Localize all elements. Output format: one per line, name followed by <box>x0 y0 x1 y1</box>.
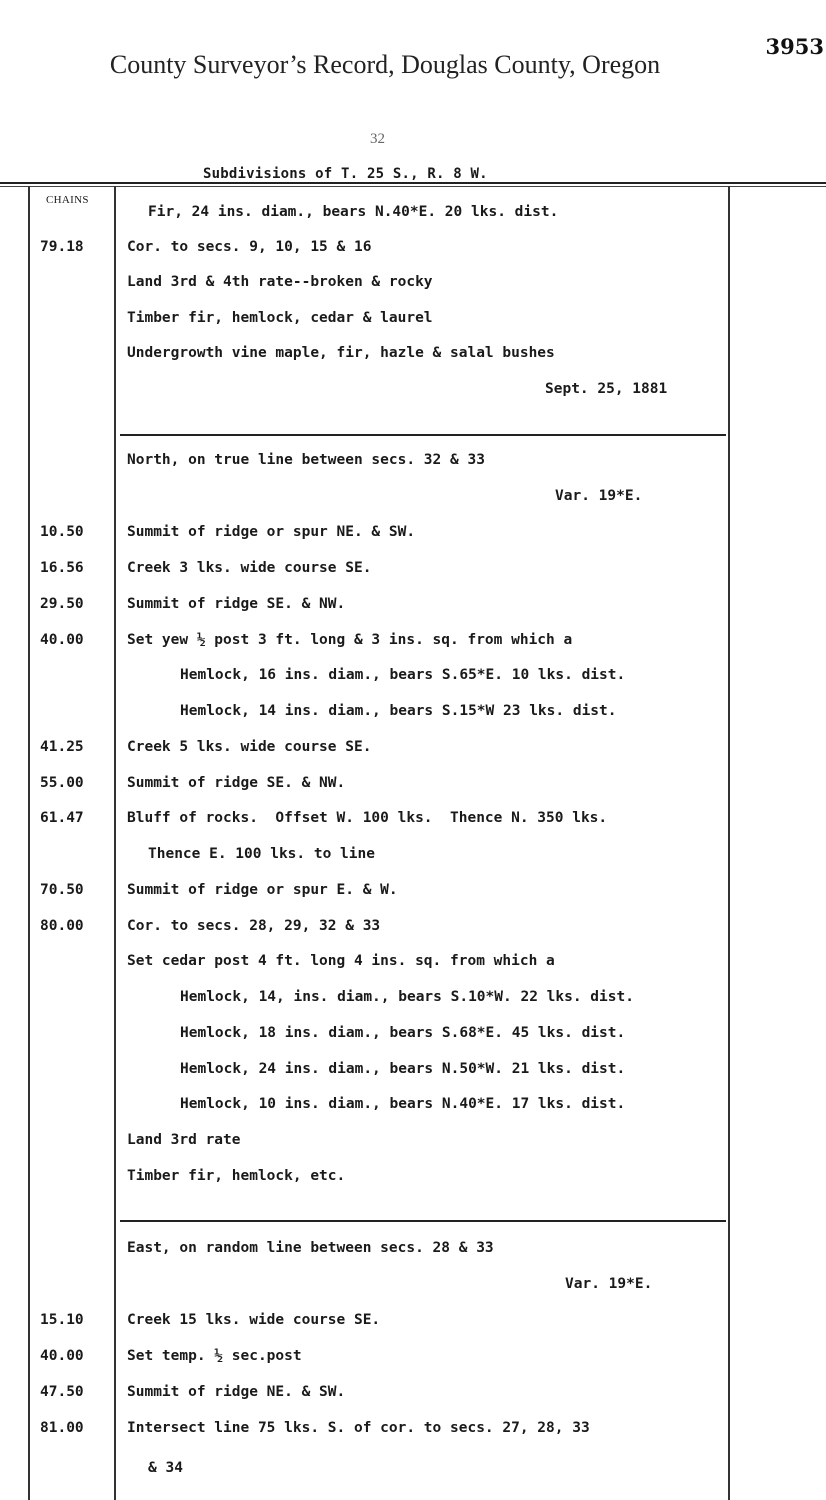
section-divider <box>120 434 726 436</box>
record-text: & 34 <box>148 1460 183 1476</box>
record-text: Land 3rd & 4th rate--broken & rocky <box>127 274 433 290</box>
chain-distance: 16.56 <box>40 560 84 576</box>
record-text: Summit of ridge or spur E. & W. <box>127 882 398 898</box>
record-row <box>0 310 826 334</box>
record-row <box>0 918 826 942</box>
record-row <box>0 703 826 727</box>
chain-distance: 41.25 <box>40 739 84 755</box>
record-row <box>0 524 826 548</box>
section-divider <box>120 1220 726 1222</box>
record-text: Hemlock, 18 ins. diam., bears S.68*E. 45 lks. dist. <box>180 1025 626 1041</box>
record-row <box>0 345 826 369</box>
record-text: Thence E. 100 lks. to line <box>148 846 375 862</box>
record-text: Cor. to secs. 28, 29, 32 & 33 <box>127 918 381 934</box>
record-row <box>0 1384 826 1408</box>
record-row <box>0 846 826 870</box>
record-text: Creek 15 lks. wide course SE. <box>127 1312 381 1328</box>
record-row <box>0 775 826 799</box>
record-text: Summit of ridge SE. & NW. <box>127 775 346 791</box>
record-row <box>0 1420 826 1444</box>
page-number: 3953 <box>765 34 824 59</box>
record-text: Creek 5 lks. wide course SE. <box>127 739 372 755</box>
record-text: Land 3rd rate <box>127 1132 241 1148</box>
record-row <box>0 488 826 512</box>
chain-distance: 70.50 <box>40 882 84 898</box>
chain-distance: 61.47 <box>40 810 84 826</box>
chain-distance: 55.00 <box>40 775 84 791</box>
record-row <box>0 381 826 405</box>
record-text: Undergrowth vine maple, fir, hazle & salal bushes <box>127 345 555 361</box>
record-row <box>0 1168 826 1192</box>
chain-distance: 40.00 <box>40 1348 84 1364</box>
page-title: County Surveyor’s Record, Douglas County, Oregon <box>109 50 661 79</box>
record-row <box>0 1132 826 1156</box>
chain-distance: 29.50 <box>40 596 84 612</box>
record-text: Hemlock, 14, ins. diam., bears S.10*W. 22 lks. dist. <box>180 989 634 1005</box>
record-text: Intersect line 75 lks. S. of cor. to secs. 27, 28, 33 <box>127 1420 590 1436</box>
record-text: Summit of ridge SE. & NW. <box>127 596 346 612</box>
chain-distance: 80.00 <box>40 918 84 934</box>
record-text: Set cedar post 4 ft. long 4 ins. sq. from which a <box>127 953 555 969</box>
record-row <box>0 274 826 298</box>
record-row <box>0 953 826 977</box>
record-date: Sept. 25, 1881 <box>545 381 668 397</box>
record-row <box>0 1096 826 1120</box>
record-text: Bluff of rocks. Offset W. 100 lks. Thence N. 350 lks. <box>127 810 608 826</box>
record-row <box>0 452 826 476</box>
record-row <box>0 810 826 834</box>
record-text: East, on random line between secs. 28 & 33 <box>127 1240 494 1256</box>
record-text: Fir, 24 ins. diam., bears N.40*E. 20 lks. dist. <box>148 204 559 220</box>
record-text: Hemlock, 14 ins. diam., bears S.15*W 23 lks. dist. <box>180 703 617 719</box>
record-text: Set yew ½ post 3 ft. long & 3 ins. sq. from which a <box>127 632 573 648</box>
record-text: Timber fir, hemlock, cedar & laurel <box>127 310 433 326</box>
chain-distance: 81.00 <box>40 1420 84 1436</box>
record-text: Summit of ridge NE. & SW. <box>127 1384 346 1400</box>
header-rule-thin <box>0 186 826 187</box>
record-row <box>0 632 826 656</box>
record-row <box>0 1061 826 1085</box>
record-row <box>0 1276 826 1300</box>
chain-distance: 15.10 <box>40 1312 84 1328</box>
record-row <box>0 882 826 906</box>
record-row <box>0 560 826 584</box>
sheet-mark: 32 <box>370 131 385 147</box>
record-row <box>0 204 826 228</box>
chain-distance: 10.50 <box>40 524 84 540</box>
record-row <box>0 667 826 691</box>
record-row <box>0 989 826 1013</box>
record-text: Summit of ridge or spur NE. & SW. <box>127 524 416 540</box>
record-row <box>0 1312 826 1336</box>
record-text: Set temp. ½ sec.post <box>127 1348 302 1364</box>
record-text: Creek 3 lks. wide course SE. <box>127 560 372 576</box>
record-row <box>0 596 826 620</box>
record-text: Hemlock, 10 ins. diam., bears N.40*E. 17 lks. dist. <box>180 1096 626 1112</box>
record-text: Hemlock, 16 ins. diam., bears S.65*E. 10 lks. dist. <box>180 667 626 683</box>
record-text: Timber fir, hemlock, etc. <box>127 1168 346 1184</box>
chain-distance: 47.50 <box>40 1384 84 1400</box>
chain-distance: 40.00 <box>40 632 84 648</box>
record-variation: Var. 19*E. <box>555 488 643 504</box>
record-row <box>0 1348 826 1372</box>
chain-distance: 79.18 <box>40 239 84 255</box>
record-variation: Var. 19*E. <box>565 1276 653 1292</box>
record-text: North, on true line between secs. 32 & 33 <box>127 452 485 468</box>
chains-column-header: CHAINS <box>46 194 89 206</box>
record-row <box>0 1240 826 1264</box>
record-row <box>0 1025 826 1049</box>
record-row <box>0 739 826 763</box>
record-text: Cor. to secs. 9, 10, 15 & 16 <box>127 239 372 255</box>
header-rule <box>0 182 826 184</box>
record-text: Hemlock, 24 ins. diam., bears N.50*W. 21 lks. dist. <box>180 1061 626 1077</box>
record-row <box>0 239 826 263</box>
subdivision-heading: Subdivisions of T. 25 S., R. 8 W. <box>203 166 488 182</box>
record-row <box>0 1460 826 1484</box>
